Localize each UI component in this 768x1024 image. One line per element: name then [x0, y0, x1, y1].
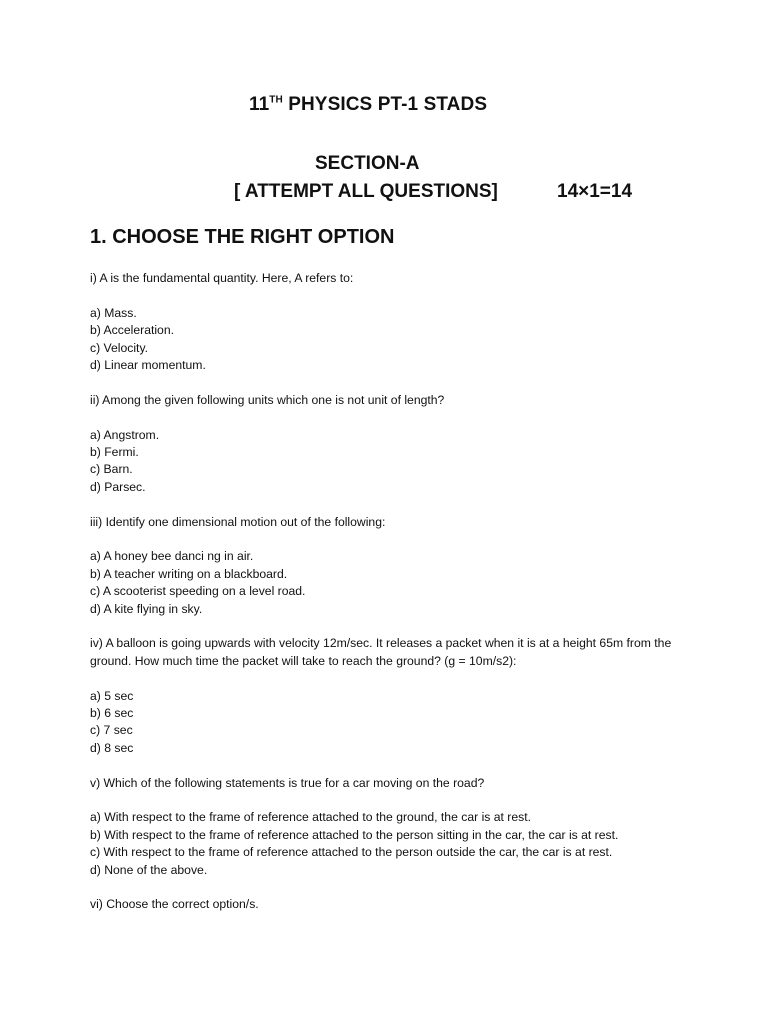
option-item: d) A kite flying in sky.: [90, 601, 203, 616]
title-prefix: 11: [249, 94, 270, 115]
option-item: d) None of the above.: [90, 862, 208, 877]
questions-list: [90, 270, 690, 931]
marks-scheme: 14×1=14: [557, 181, 633, 202]
question-text: ii) Among the given following units which one is not unit of length?: [90, 392, 445, 407]
option-item: b) With respect to the frame of reference attached to the person sitting in the car, the car is at rest.: [90, 827, 619, 842]
question-block: [90, 896, 690, 913]
options-list: [90, 305, 690, 375]
question-text: v) Which of the following statements is true for a car moving on the road?: [90, 775, 485, 790]
title-rest: PHYSICS PT-1 STADS: [282, 94, 488, 115]
page-title: [249, 94, 487, 116]
option-item: c) 7 sec: [90, 723, 133, 738]
option-item: b) 6 sec: [90, 706, 134, 721]
question-group-heading: 1. CHOOSE THE RIGHT OPTION: [90, 226, 395, 248]
options-list: [90, 427, 690, 497]
question-block: [90, 270, 690, 374]
options-list: [90, 688, 690, 758]
question-text: vi) Choose the correct option/s.: [90, 897, 259, 912]
option-item: c) With respect to the frame of reference attached to the person outside the car, the car is at rest.: [90, 845, 613, 860]
option-item: c) A scooterist speeding on a level road.: [90, 584, 306, 599]
question-text: iii) Identify one dimensional motion out of the following:: [90, 514, 386, 529]
option-item: d) 8 sec: [90, 740, 134, 755]
option-item: b) Acceleration.: [90, 323, 175, 338]
title-superscript: TH: [269, 94, 283, 106]
option-item: a) A honey bee danci ng in air.: [90, 549, 254, 564]
option-item: a) 5 sec: [90, 688, 134, 703]
option-item: c) Velocity.: [90, 340, 149, 355]
question-block: [90, 514, 690, 618]
option-item: d) Parsec.: [90, 479, 146, 494]
option-item: a) Angstrom.: [90, 427, 160, 442]
option-item: b) Fermi.: [90, 445, 139, 460]
question-block: [90, 392, 690, 496]
question-block: [90, 775, 690, 879]
question-block: [90, 635, 690, 757]
option-item: b) A teacher writing on a blackboard.: [90, 566, 288, 581]
options-list: [90, 809, 690, 879]
section-heading: SECTION-A: [315, 153, 420, 174]
question-text: i) A is the fundamental quantity. Here, A refers to:: [90, 271, 354, 285]
option-item: c) Barn.: [90, 462, 133, 477]
question-text: iv) A balloon is going upwards with velocity 12m/sec. It releases a packet when it is at a height 65m from the ground. How much time the packet will take to reach the ground? (g = 10m/s2):: [90, 636, 672, 668]
option-item: a) With respect to the frame of reference attached to the ground, the car is at rest.: [90, 810, 532, 825]
option-item: a) Mass.: [90, 305, 137, 320]
options-list: [90, 548, 690, 618]
option-item: d) Linear momentum.: [90, 358, 206, 373]
instructions-text: [ ATTEMPT ALL QUESTIONS]: [234, 181, 498, 202]
